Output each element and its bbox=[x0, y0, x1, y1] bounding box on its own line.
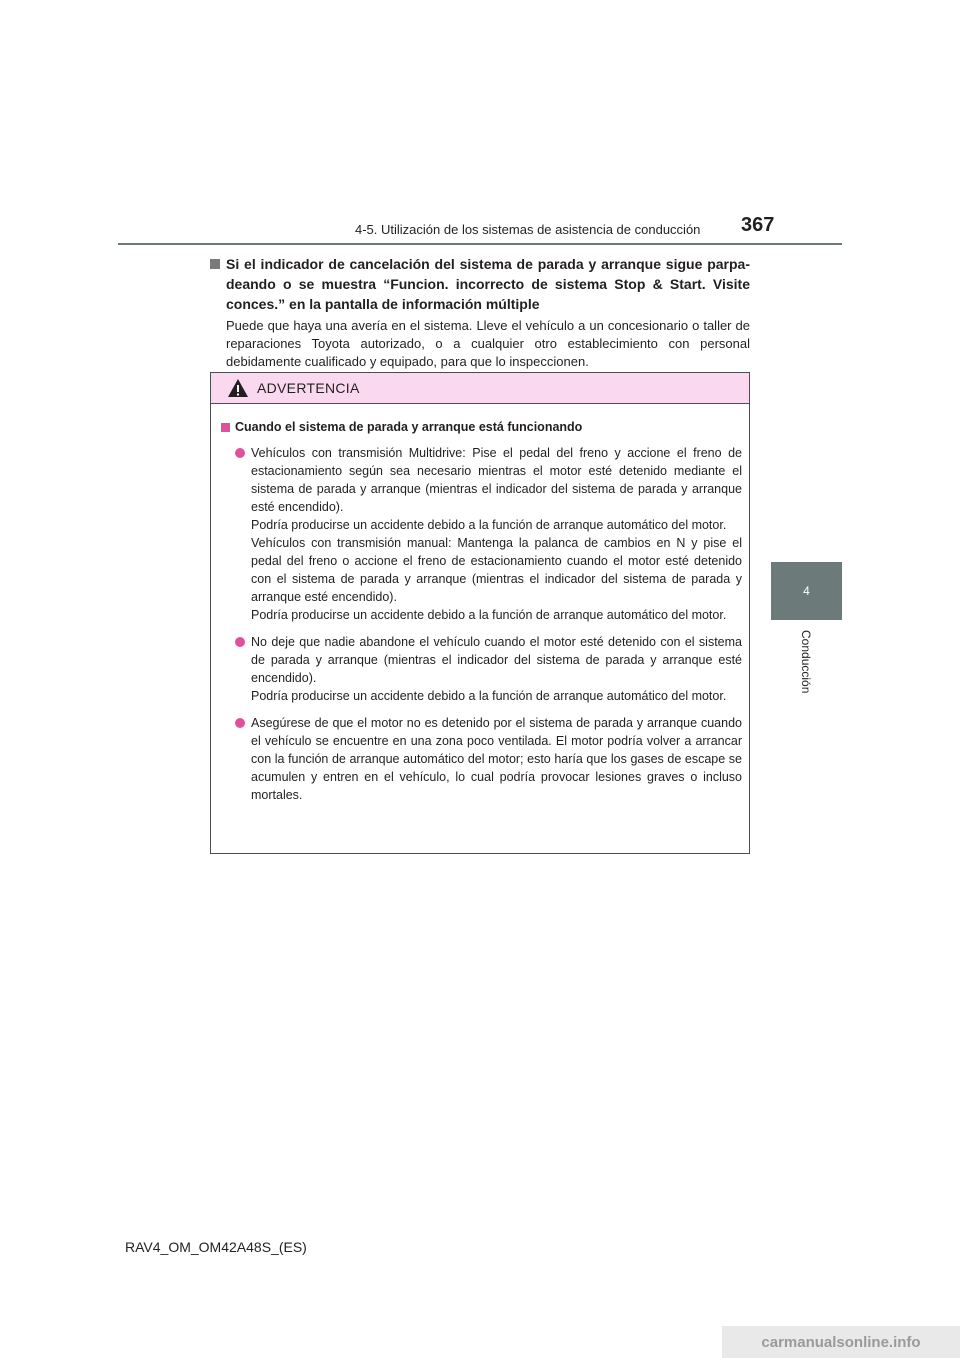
warning-paragraph: Podría producirse un accidente debido a la función de arranque automático del motor. bbox=[251, 689, 727, 703]
page-number: 367 bbox=[741, 214, 775, 236]
document-code: RAV4_OM_OM42A48S_(ES) bbox=[125, 1239, 307, 1255]
warning-paragraph: Vehículos con transmisión Multidrive: Pise el pedal del freno y accione el freno de estacionamiento según sea necesario mientras el motor esté detenido mediante el sistema de parada y arranque (mientras el indicador del sistema de parada y arranque esté encendido). bbox=[251, 446, 742, 514]
warning-paragraph: Podría producirse un accidente debido a la función de arranque automático del motor. bbox=[251, 608, 727, 622]
pink-square-bullet-icon bbox=[221, 423, 230, 432]
warning-paragraph: Podría producirse un accidente debido a la función de arranque automático del motor. bbox=[251, 518, 727, 532]
pink-dot-bullet-icon bbox=[235, 718, 245, 728]
warning-subheading-text: Cuando el sistema de parada y arranque está funcionando bbox=[235, 420, 583, 434]
warning-item bbox=[221, 444, 742, 624]
section-heading-text: Si el indicador de cancelación del sistema de parada y arranque sigue parpadeando o se muestra “Funcion. incorrecto de sistema Stop & Start. Visite conces.” en la pantalla de información múltiple bbox=[226, 256, 750, 312]
info-section bbox=[210, 254, 750, 371]
warning-title: ADVERTENCIA bbox=[257, 380, 360, 396]
warning-item bbox=[221, 633, 742, 705]
warning-item bbox=[221, 714, 742, 804]
chapter-number: 4 bbox=[803, 584, 810, 598]
warning-paragraph: Asegúrese de que el motor no es detenido por el sistema de parada y arranque cuando el vehículo se encuentre en una zona poco ventilada. El motor podría volver a arrancar con la función de arranque automático del motor; esto haría que los gases de escape se acumulen y entren en el vehículo, lo cual podría provocar lesiones graves o incluso mortales. bbox=[251, 716, 742, 802]
warning-paragraph: No deje que nadie abandone el vehículo cuando el motor esté detenido con el sistema de parada y arranque (mientras el indicador del sistema de parada y arranque esté encendido). bbox=[251, 635, 742, 685]
warning-header bbox=[211, 373, 749, 404]
warning-paragraph: Vehículos con transmisión manual: Mantenga la palanca de cambios en N y pise el pedal del freno o accione el freno de estacionamiento cuando el motor esté detenido con el sistema de parada y arranque (mientras el indicador del sistema de parada y arranque esté encendido). bbox=[251, 536, 742, 604]
warning-triangle-icon bbox=[227, 378, 249, 398]
chapter-label: Conducción bbox=[799, 630, 813, 694]
running-header: 4-5. Utilización de los sistemas de asistencia de conducción bbox=[355, 222, 701, 237]
pink-dot-bullet-icon bbox=[235, 448, 245, 458]
warning-box bbox=[210, 372, 750, 854]
section-heading bbox=[210, 254, 750, 314]
warning-content bbox=[211, 404, 749, 804]
header-rule bbox=[118, 243, 842, 245]
chapter-tab[interactable] bbox=[771, 562, 842, 620]
watermark-link[interactable]: carmanualsonline.info bbox=[722, 1326, 960, 1358]
pink-dot-bullet-icon bbox=[235, 637, 245, 647]
section-body: Puede que haya una avería en el sistema. Lleve el vehículo a un concesionario o taller de reparaciones Toyota autorizado, o a cualquier otro establecimiento con personal debidamente cualificado y equipado, para que lo inspeccionen. bbox=[226, 318, 750, 369]
warning-subheading bbox=[221, 418, 742, 436]
square-bullet-icon bbox=[210, 259, 220, 269]
